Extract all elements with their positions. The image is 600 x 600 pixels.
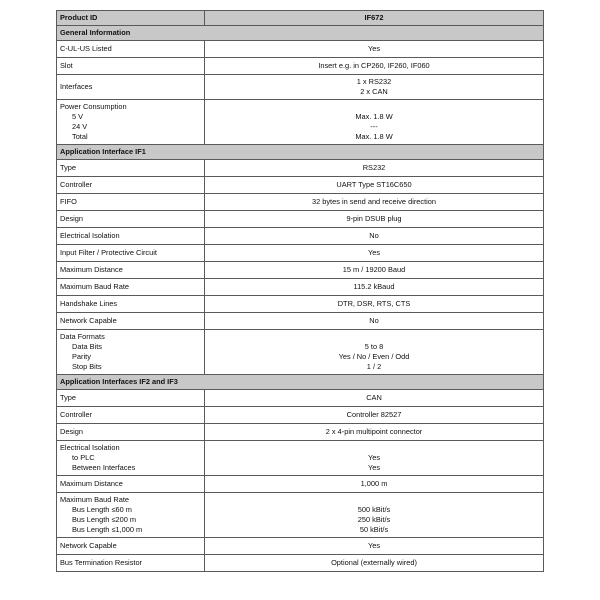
row-value-cell [205, 177, 544, 194]
row-value: Yes [367, 453, 381, 462]
row-value-cell [205, 279, 544, 296]
row-label: Network Capable [60, 541, 117, 550]
row-value: 1 / 2 [366, 362, 382, 371]
row-label-cell [57, 194, 205, 211]
row-value-cell [205, 160, 544, 177]
table-row [57, 75, 544, 100]
row-value-cell [205, 262, 544, 279]
row-value: UART Type ST16C650 [336, 180, 412, 189]
table-row [57, 538, 544, 555]
row-sublabel: Bus Length ≤200 m [72, 515, 137, 524]
row-label: Electrical Isolation [60, 231, 120, 240]
row-label-cell [57, 424, 205, 441]
row-value: 9-pin DSUB plug [346, 214, 402, 223]
row-label: Slot [60, 61, 73, 70]
row-value: DTR, DSR, RTS, CTS [337, 299, 411, 308]
row-label: Bus Termination Resistor [60, 558, 143, 567]
row-value-cell [205, 245, 544, 262]
section-header [57, 145, 544, 160]
row-label: Controller [60, 410, 93, 419]
value-spacer [208, 332, 540, 342]
row-value: 50 kBit/s [359, 525, 389, 534]
row-label: Maximum Baud Rate [60, 282, 130, 291]
row-value-cell [205, 493, 544, 538]
row-label: Type [60, 393, 77, 402]
row-value: Yes [367, 541, 381, 550]
row-value: No [369, 316, 379, 325]
row-sublabel: Between Interfaces [72, 463, 136, 472]
spec-table-body [57, 26, 544, 572]
section-header [57, 26, 544, 41]
row-value: 2 x 4-pin multipoint connector [325, 427, 423, 436]
row-label: Electrical Isolation [60, 443, 120, 452]
row-sublabel: 24 V [72, 122, 88, 131]
table-row [57, 313, 544, 330]
row-label: Data Formats [60, 332, 105, 341]
row-value-cell [205, 441, 544, 476]
row-value: 500 kBit/s [357, 505, 391, 514]
row-sublabel: Total [72, 132, 88, 141]
row-value-cell [205, 476, 544, 493]
row-value-cell [205, 555, 544, 572]
row-value: 1 x RS232 [356, 77, 392, 86]
header-value: IF672 [205, 11, 544, 26]
row-label-cell [57, 211, 205, 228]
row-sublabel: Parity [72, 352, 91, 361]
row-value-cell [205, 407, 544, 424]
row-label-cell [57, 228, 205, 245]
table-row [57, 160, 544, 177]
row-label: Maximum Distance [60, 265, 123, 274]
row-label: Design [60, 427, 84, 436]
row-label-cell [57, 330, 205, 375]
row-value-cell [205, 228, 544, 245]
row-value: Yes [367, 248, 381, 257]
row-value: 1,000 m [360, 479, 388, 488]
row-sublabel: Data Bits [72, 342, 102, 351]
value-spacer [208, 443, 540, 453]
row-value: 250 kBit/s [357, 515, 391, 524]
row-value: Yes [367, 463, 381, 472]
row-value: RS232 [362, 163, 386, 172]
row-label: Maximum Distance [60, 479, 123, 488]
value-spacer [208, 102, 540, 112]
row-value: Max. 1.8 W [355, 132, 393, 141]
row-sublabel: 5 V [72, 112, 84, 121]
row-label: Maximum Baud Rate [60, 495, 130, 504]
row-label: Input Filter / Protective Circuit [60, 248, 157, 257]
section-title: General Information [57, 26, 544, 41]
value-spacer [208, 495, 540, 505]
row-value-cell [205, 41, 544, 58]
row-label-cell [57, 493, 205, 538]
row-label-cell [57, 555, 205, 572]
table-row [57, 493, 544, 538]
row-value-cell [205, 296, 544, 313]
table-row [57, 296, 544, 313]
table-row [57, 279, 544, 296]
row-value-cell [205, 390, 544, 407]
row-label-cell [57, 407, 205, 424]
row-label: FIFO [60, 197, 77, 206]
table-row [57, 441, 544, 476]
row-value: 15 m / 19200 Baud [342, 265, 406, 274]
row-label-cell [57, 390, 205, 407]
row-label-cell [57, 245, 205, 262]
row-value-cell [205, 100, 544, 145]
row-label-cell [57, 476, 205, 493]
header-label: Product ID [57, 11, 205, 26]
row-label: Type [60, 163, 77, 172]
row-value: 2 x CAN [360, 87, 388, 96]
section-header [57, 375, 544, 390]
row-value-cell [205, 424, 544, 441]
row-label-cell [57, 441, 205, 476]
table-row [57, 262, 544, 279]
spec-sheet [56, 10, 544, 572]
table-row [57, 211, 544, 228]
row-label: Handshake Lines [60, 299, 118, 308]
row-label: C-UL-US Listed [60, 44, 112, 53]
row-value: CAN [366, 393, 382, 402]
table-row [57, 407, 544, 424]
row-value-cell [205, 313, 544, 330]
spec-table [56, 10, 544, 572]
row-value: Yes [367, 44, 381, 53]
row-value: Optional (externally wired) [331, 558, 417, 567]
table-row [57, 476, 544, 493]
table-header-row [57, 11, 544, 26]
table-row [57, 390, 544, 407]
row-label-cell [57, 75, 205, 100]
row-label-cell [57, 160, 205, 177]
row-value-cell [205, 75, 544, 100]
row-value: 32 bytes in send and receive direction [311, 197, 437, 206]
row-value: Max. 1.8 W [355, 112, 393, 121]
row-label: Design [60, 214, 84, 223]
table-row [57, 555, 544, 572]
row-label-cell [57, 58, 205, 75]
row-value: 115.2 kBaud [353, 282, 395, 291]
row-label: Power Consumption [60, 102, 127, 111]
row-value: No [369, 231, 379, 240]
row-value-cell [205, 538, 544, 555]
row-value: Controller 82527 [346, 410, 402, 419]
row-label: Interfaces [60, 82, 93, 91]
row-label-cell [57, 296, 205, 313]
section-title: Application Interface IF1 [57, 145, 544, 160]
row-label-cell [57, 262, 205, 279]
row-value: Yes / No / Even / Odd [338, 352, 410, 361]
table-row [57, 424, 544, 441]
row-label-cell [57, 313, 205, 330]
row-label: Network Capable [60, 316, 117, 325]
row-value-cell [205, 330, 544, 375]
row-label-cell [57, 538, 205, 555]
row-label: Controller [60, 180, 93, 189]
table-row [57, 194, 544, 211]
table-row [57, 100, 544, 145]
row-value-cell [205, 211, 544, 228]
row-value-cell [205, 58, 544, 75]
row-value: Insert e.g. in CP260, IF260, IF060 [318, 61, 430, 70]
row-value: --- [370, 122, 378, 131]
table-row [57, 228, 544, 245]
row-label-cell [57, 279, 205, 296]
section-title: Application Interfaces IF2 and IF3 [57, 375, 544, 390]
row-sublabel: Stop Bits [72, 362, 102, 371]
row-sublabel: Bus Length ≤60 m [72, 505, 132, 514]
table-row [57, 58, 544, 75]
row-value: 5 to 8 [364, 342, 384, 351]
row-sublabel: to PLC [72, 453, 95, 462]
row-label-cell [57, 100, 205, 145]
row-sublabel: Bus Length ≤1,000 m [72, 525, 143, 534]
table-row [57, 330, 544, 375]
table-row [57, 177, 544, 194]
row-value-cell [205, 194, 544, 211]
table-row [57, 245, 544, 262]
table-row [57, 41, 544, 58]
row-label-cell [57, 41, 205, 58]
row-label-cell [57, 177, 205, 194]
